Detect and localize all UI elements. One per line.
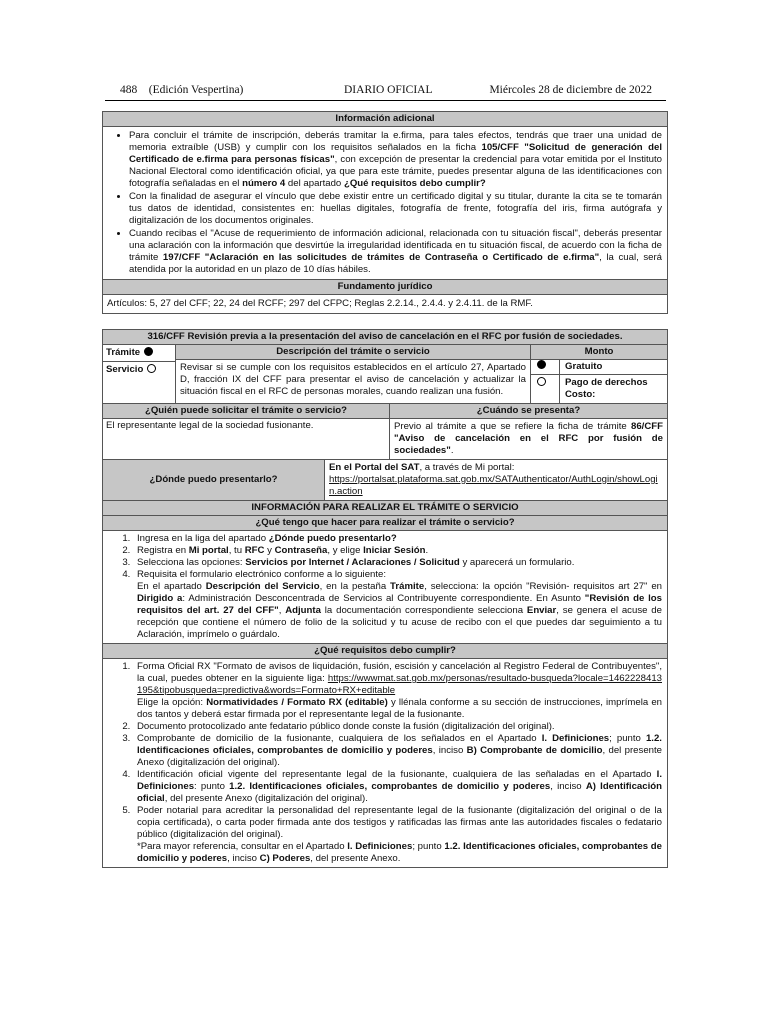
procedure-sheet (102, 329, 668, 868)
list-item: 5. Poder notarial para acreditar la personalidad del representante legal de la fusionante (digitalización del original o de la copia certificada), o carta poder firmada ante dos testigos y ratificadas las firmas ante las autoridades fiscales o fedatario público (digitalización del original). *Para mayor referencia, consultar en el Apartado I. Definiciones; punto 1.2. Identificaciones oficiales, comprobantes de domicilio y poderes, inciso C) Poderes, del presente Anexo. (133, 805, 662, 865)
additional-info-title: Información adicional (103, 112, 667, 127)
description-header: Descripción del trámite o servicio (176, 345, 530, 360)
page-number-edition: 488 (Edición Vespertina) (120, 84, 244, 96)
amount-column (531, 345, 667, 403)
portal-link[interactable]: https://portalsat.plataforma.sat.gob.mx/SATAuthenticator/AuthLogin/showLogin.action (329, 474, 658, 497)
list-item: 2. Documento protocolizado ante fedatario público donde conste la fusión (digitalización del original). (133, 721, 662, 733)
description-column (176, 345, 531, 403)
empty-radio-icon (537, 377, 546, 386)
list-item: • Para concluir el trámite de inscripción, deberás tramitar la e.firma, para tales efectos, tendrás que traer una unidad de memoria extraíble (USB) y cumplir con los requisitos señalados en la ficha 105/CFF "Solicitud de generación del Certificado de e.firma para personas físicas", con excepción de presentar la credencial para votar emitida por el Instituto Nacional Electoral como identificación oficial, ya que para este trámite, puedes presentar alguna de las identificaciones con fotografía señaladas en el número 4 del apartado ¿Qué requisitos debo cumplir? (129, 130, 662, 190)
filled-radio-icon (537, 360, 546, 369)
list-item: 4. Identificación oficial vigente del representante legal de la fusionante, cualquiera de las señaladas en el Apartado I. Definiciones: punto 1.2. Identificaciones oficiales, comprobantes de domicilio y poderes, inciso A) Identificación oficial, del presente Anexo (digitalización del original). (133, 769, 662, 805)
info-header: INFORMACIÓN PARA REALIZAR EL TRÁMITE O SERVICIO (103, 501, 667, 516)
where-row (103, 460, 667, 501)
who-when-header: ¿Quién puede solicitar el trámite o servicio? ¿Cuándo se presenta? (103, 404, 667, 419)
type-column (103, 345, 176, 403)
legal-basis-text: Artículos: 5, 27 del CFF; 22, 24 del RCFF; 297 del CFPC; Reglas 2.2.14., 2.4.4. y 2.4.11. de la RMF. (107, 298, 533, 309)
amount-header: Monto (531, 345, 667, 360)
empty-radio-icon (147, 364, 156, 373)
page-header (105, 84, 666, 101)
tramite-option: Trámite (103, 345, 175, 362)
who-text: El representante legal de la sociedad fusionante. (103, 419, 390, 459)
steps-header: ¿Qué tengo que hacer para realizar el trámite o servicio? (103, 516, 667, 531)
requirements-list (103, 659, 667, 867)
description-text: Revisar si se cumple con los requisitos establecidos en el artículo 27, Apartado D, fracción IX del CFF para presentar el aviso de cancelación y actualizar la situación fiscal en el RFC de personas morales, cuando realizan una fusión. (180, 362, 526, 397)
servicio-option: Servicio (103, 362, 175, 378)
list-item: • Con la finalidad de asegurar el vínculo que debe existir entre un certificado digital y su titular, durante la cita se te tomarán tus datos de identidad, consistentes en: huellas digitales, fotografía de frente, fotografía del iris, firma autógrafa y digitalización de los documentos originales. (129, 191, 662, 227)
when-text: Previo al trámite a que se refiere la ficha de trámite 86/CFF "Aviso de cancelación en el RFC por fusión de sociedades". (394, 421, 663, 456)
who-when-row (103, 419, 667, 460)
steps-list (103, 531, 667, 644)
free-option: Gratuito (531, 360, 667, 375)
list-item: • Cuando recibas el "Acuse de requerimiento de información adicional, relacionada con tu situación fiscal", deberás presentar una aclaración con la información que desvirtúe la irregularidad identificada en tu situación fiscal, de acuerdo con la ficha de trámite 197/CFF "Aclaración en las solicitudes de trámites de Contraseña o Certificado de e.firma", la cual, será atendida por la autoridad en un plazo de 10 días hábiles. (129, 228, 662, 276)
additional-info-block (102, 111, 668, 314)
list-item: 2. Registra en Mi portal, tu RFC y Contraseña, y elige Iniciar Sesión. (133, 545, 662, 557)
filled-radio-icon (144, 347, 153, 356)
where-label: ¿Dónde puedo presentarlo? (103, 460, 325, 500)
publication-name: DIARIO OFICIAL (344, 84, 433, 96)
where-text: En el Portal del SAT, a través de Mi portal: https://portalsat.plataforma.sat.gob.mx/SATAuthenticator/AuthLogin/showLogin.action (329, 462, 658, 497)
requirements-header: ¿Qué requisitos debo cumplir? (103, 644, 667, 659)
procedure-title: 316/CFF Revisión previa a la presentación del aviso de cancelación en el RFC por fusión de sociedades. (103, 330, 667, 345)
description-row (103, 345, 667, 404)
list-item: 3. Selecciona las opciones: Servicios por Internet / Aclaraciones / Solicitud y aparecerá un formulario. (133, 557, 662, 569)
fee-option: Pago de derechos Costo: (531, 375, 667, 403)
list-item: 3. Comprobante de domicilio de la fusionante, cualquiera de los señalados en el Apartado I. Definiciones; punto 1.2. Identificaciones oficiales, comprobantes de domicilio y poderes, inciso B) Comprobante de domicilio, del presente Anexo (digitalización del original). (133, 733, 662, 769)
list-item: 1. Ingresa en la liga del apartado ¿Dónde puedo presentarlo? (133, 533, 662, 545)
publication-date: Miércoles 28 de diciembre de 2022 (489, 84, 652, 96)
list-item: 1. Forma Oficial RX "Formato de avisos de liquidación, fusión, escisión y cancelación al Registro Federal de Contribuyentes", la cual, puedes obtener en la siguiente liga: https://wwwmat.sat.gob.mx/personas/resultado-busqueda?locale=1462228413195&tipobusqueda=predictiva&words=Formato+RX+editable Elige la opción: Normatividades / Formato RX (editable) y llénala conforme a su sección de instrucciones, imprímela en dos tantos y deberá estar firmada por el representante legal de la fusionante. (133, 661, 662, 721)
legal-basis-title: Fundamento jurídico (103, 279, 667, 295)
list-item: 4. Requisita el formulario electrónico conforme a lo siguiente: En el apartado Descripción del Servicio, en la pestaña Trámite, selecciona: la opción "Revisión- requisitos art 27" en Dirigido a: Administración Desconcentrada de Servicios al Contribuyente correspondiente. En Asunto "Revisión de los requisitos del art. 27 del CFF", Adjunta la documentación correspondiente selecciona Enviar, se genera el acuse de recepción que contiene el número de folio de la solicitud y tu acuse de recibo con el que puedes dar seguimiento a tu Aclaración, imprímelo o guárdalo. (133, 569, 662, 641)
additional-info-list (103, 127, 667, 279)
form-link[interactable]: https://wwwmat.sat.gob.mx/personas/resultado-busqueda?locale=1462228413195&tipobusqueda=predictiva&words=Formato+RX+editable (137, 673, 662, 696)
